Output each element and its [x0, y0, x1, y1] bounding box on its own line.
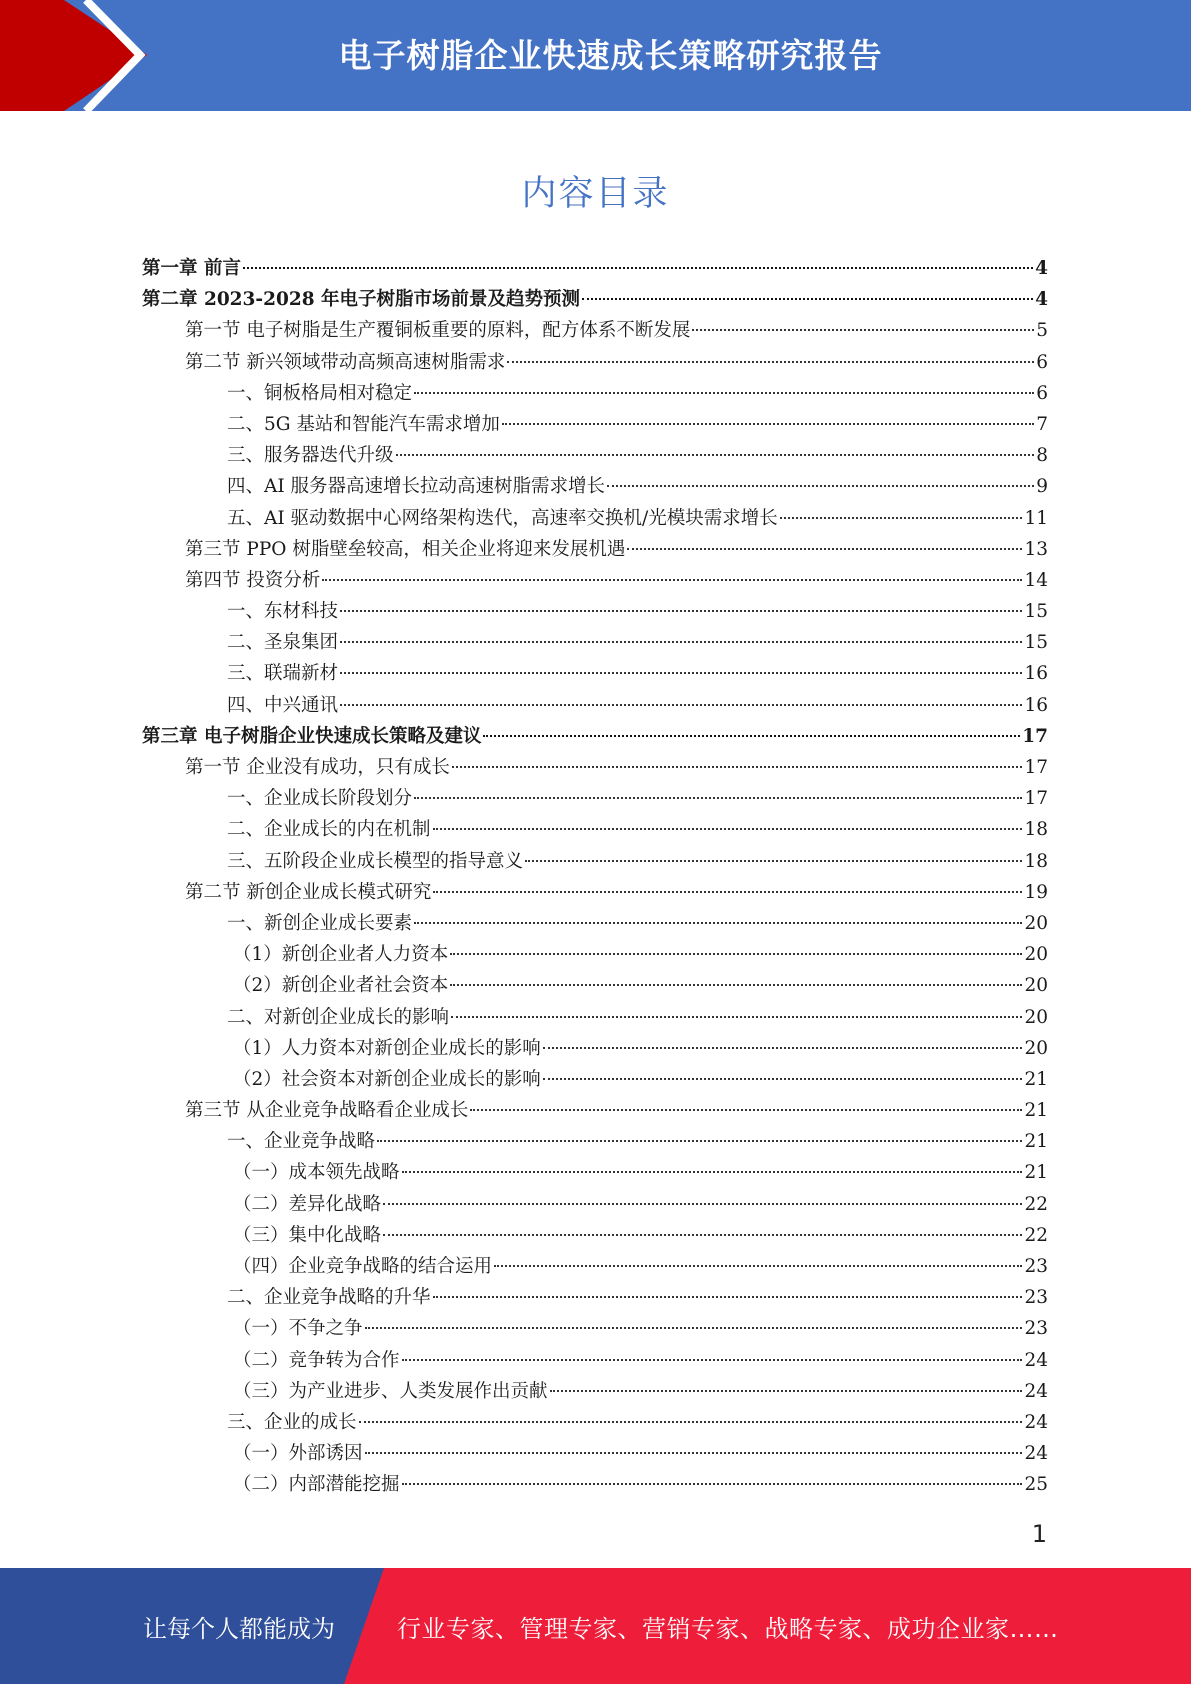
toc-entry-title: 四、AI 服务器高速增长拉动高速树脂需求增长 — [227, 476, 606, 498]
toc-entry[interactable] — [142, 1033, 1048, 1064]
toc-leader-dots — [692, 329, 1034, 331]
footer-slogan-right: 行业专家、管理专家、营销专家、战略专家、成功企业家…… — [397, 1615, 1059, 1643]
toc-leader-dots — [365, 1452, 1023, 1454]
toc-leader-dots — [365, 1327, 1023, 1329]
toc-entry-page: 6 — [1036, 351, 1048, 373]
toc-entry-title: 第二节 新兴领域带动高频高速树脂需求 — [185, 351, 506, 373]
toc-entry[interactable] — [142, 1438, 1048, 1469]
toc-entry-title: 第三节 从企业竞争战略看企业成长 — [185, 1100, 469, 1122]
toc-entry[interactable] — [142, 721, 1048, 752]
toc-entry-title: 二、企业竞争战略的升华 — [227, 1287, 431, 1309]
toc-entry-page: 21 — [1024, 1162, 1048, 1184]
toc-entry[interactable] — [142, 846, 1048, 877]
toc-leader-dots — [627, 548, 1022, 550]
header-banner — [0, 0, 1191, 111]
toc-entry-title: （三）集中化战略 — [233, 1224, 382, 1246]
toc-entry-title: （二）内部潜能挖掘 — [233, 1474, 400, 1496]
toc-entry-title: 第一章 前言 — [142, 258, 241, 279]
toc-leader-dots — [607, 485, 1034, 487]
toc-leader-dots — [383, 1203, 1022, 1205]
toc-entry[interactable] — [142, 690, 1048, 721]
toc-entry[interactable] — [142, 627, 1048, 658]
toc-leader-dots — [414, 797, 1022, 799]
toc-leader-dots — [483, 735, 1020, 737]
toc-entry-title: （1）人力资本对新创企业成长的影响 — [233, 1037, 541, 1059]
toc-entry-page: 18 — [1024, 819, 1048, 841]
toc-entry[interactable] — [142, 1095, 1048, 1126]
toc-entry-page: 8 — [1036, 445, 1048, 467]
toc-entry-page: 21 — [1024, 1068, 1048, 1090]
toc-leader-dots — [494, 1265, 1022, 1267]
toc-entry[interactable] — [142, 1376, 1048, 1407]
toc-entry-page: 4 — [1035, 289, 1048, 311]
toc-entry[interactable] — [142, 440, 1048, 471]
toc-entry-page: 20 — [1024, 912, 1048, 934]
toc-entry-title: （二）差异化战略 — [233, 1193, 382, 1215]
toc-entry-page: 19 — [1024, 881, 1048, 903]
toc-entry-title: 四、中兴通讯 — [227, 694, 339, 716]
toc-entry[interactable] — [142, 1157, 1048, 1188]
toc-entry-title: 第一节 电子树脂是生产覆铜板重要的原料，配方体系不断发展 — [185, 320, 691, 342]
toc-entry-title: 第二节 新创企业成长模式研究 — [185, 881, 432, 903]
toc-entry[interactable] — [142, 814, 1048, 845]
toc-entry-page: 15 — [1024, 632, 1048, 654]
toc-entry[interactable] — [142, 1189, 1048, 1220]
toc-entry-page: 15 — [1024, 601, 1048, 623]
toc-entry-page: 7 — [1036, 413, 1048, 435]
toc-entry[interactable] — [142, 1002, 1048, 1033]
toc-entry[interactable] — [142, 908, 1048, 939]
toc-entry-page: 20 — [1024, 1006, 1048, 1028]
toc-leader-dots — [450, 953, 1022, 955]
toc-entry[interactable] — [142, 1345, 1048, 1376]
footer-slogan-left: 让每个人都能成为 — [143, 1615, 335, 1643]
toc-entry-title: 一、新创企业成长要素 — [227, 912, 413, 934]
toc-leader-dots — [396, 454, 1035, 456]
toc-leader-dots — [433, 828, 1023, 830]
toc-leader-dots — [322, 579, 1022, 581]
toc-leader-dots — [340, 704, 1022, 706]
toc-leader-dots — [525, 860, 1022, 862]
toc-entry[interactable] — [142, 752, 1048, 783]
toc-entry-title: （2）新创企业者社会资本 — [233, 975, 449, 997]
toc-entry-page: 24 — [1024, 1380, 1048, 1402]
toc-leader-dots — [359, 1421, 1023, 1423]
toc-entry-page: 18 — [1024, 850, 1048, 872]
toc-entry-title: 三、服务器迭代升级 — [227, 445, 394, 467]
toc-entry-page: 23 — [1024, 1287, 1048, 1309]
toc-entry-title: 五、AI 驱动数据中心网络架构迭代，高速率交换机/光模块需求增长 — [227, 507, 778, 529]
toc-entry[interactable] — [142, 877, 1048, 908]
toc-entry-page: 17 — [1024, 757, 1048, 778]
toc-entry-page: 21 — [1024, 1100, 1048, 1122]
toc-leader-dots — [452, 766, 1023, 768]
toc-entry[interactable] — [142, 1251, 1048, 1282]
toc-entry[interactable] — [142, 970, 1048, 1001]
toc-entry-title: （一）不争之争 — [233, 1318, 363, 1340]
toc-entry[interactable] — [142, 253, 1048, 284]
toc-entry[interactable] — [142, 471, 1048, 502]
toc-entry-page: 25 — [1024, 1474, 1048, 1496]
toc-leader-dots — [470, 1109, 1022, 1111]
toc-leader-dots — [451, 1016, 1022, 1018]
toc-leader-dots — [402, 1359, 1023, 1361]
toc-entry[interactable] — [142, 1220, 1048, 1251]
toc-leader-dots — [414, 392, 1034, 394]
toc-entry-title: （三）为产业进步、人类发展作出贡献 — [233, 1380, 548, 1402]
toc-entry[interactable] — [142, 939, 1048, 970]
toc-entry-page: 13 — [1024, 538, 1048, 560]
toc-leader-dots — [433, 891, 1022, 893]
toc-entry-title: 二、企业成长的内在机制 — [227, 819, 431, 841]
toc-entry-title: 三、联瑞新材 — [227, 663, 339, 685]
toc-entry-title: （四）企业竞争战略的结合运用 — [233, 1256, 493, 1277]
toc-entry[interactable] — [142, 347, 1048, 378]
toc-entry-page: 17 — [1022, 725, 1048, 747]
toc-leader-dots — [543, 1047, 1023, 1049]
toc-leader-dots — [550, 1390, 1023, 1392]
toc-entry-page: 24 — [1024, 1411, 1048, 1433]
toc-leader-dots — [582, 298, 1033, 300]
toc-entry-page: 20 — [1024, 975, 1048, 997]
toc-entry-title: （一）成本领先战略 — [233, 1162, 400, 1184]
toc-entry[interactable] — [142, 1407, 1048, 1438]
toc-entry[interactable] — [142, 534, 1048, 565]
page-number: 1 — [1031, 1520, 1047, 1548]
toc-entry-title: 二、对新创企业成长的影响 — [227, 1006, 450, 1028]
toc-entry-page: 5 — [1036, 320, 1048, 342]
toc-leader-dots — [377, 1140, 1022, 1142]
toc-leader-dots — [780, 517, 1023, 519]
table-of-contents — [142, 253, 1048, 1501]
toc-leader-dots — [340, 610, 1022, 612]
toc-entry[interactable] — [142, 409, 1048, 440]
toc-entry-title: 第二章 2023-2028 年电子树脂市场前景及趋势预测 — [142, 289, 581, 311]
toc-entry-title: （一）外部诱因 — [233, 1443, 363, 1465]
toc-entry[interactable] — [142, 565, 1048, 596]
toc-entry-title: （二）竞争转为合作 — [233, 1349, 400, 1371]
toc-leader-dots — [543, 1078, 1023, 1080]
toc-entry-page: 4 — [1035, 258, 1048, 279]
toc-entry-title: （1）新创企业者人力资本 — [233, 944, 449, 966]
toc-leader-dots — [502, 423, 1034, 425]
toc-entry[interactable] — [142, 783, 1048, 814]
toc-leader-dots — [243, 267, 1033, 269]
toc-entry-title: （2）社会资本对新创企业成长的影响 — [233, 1068, 541, 1090]
toc-entry-page: 14 — [1024, 569, 1048, 591]
toc-entry[interactable] — [142, 315, 1048, 346]
toc-entry[interactable] — [142, 1313, 1048, 1344]
footer-banner — [0, 1568, 1191, 1684]
toc-entry[interactable] — [142, 1469, 1048, 1500]
toc-leader-dots — [507, 361, 1034, 363]
toc-entry-page: 24 — [1024, 1443, 1048, 1465]
toc-leader-dots — [402, 1171, 1023, 1173]
toc-entry-title: 二、5G 基站和智能汽车需求增加 — [227, 413, 500, 435]
toc-entry-page: 24 — [1024, 1349, 1048, 1371]
toc-entry-title: 第三章 电子树脂企业快速成长策略及建议 — [142, 725, 482, 747]
toc-leader-dots — [383, 1234, 1022, 1236]
toc-entry-page: 21 — [1024, 1131, 1048, 1153]
toc-entry[interactable] — [142, 503, 1048, 534]
toc-entry-title: 一、铜板格局相对稳定 — [227, 382, 413, 404]
toc-leader-dots — [340, 641, 1022, 643]
toc-entry-page: 16 — [1024, 663, 1048, 685]
toc-entry-page: 11 — [1024, 507, 1048, 529]
toc-entry-title: 第四节 投资分析 — [185, 569, 321, 591]
toc-leader-dots — [414, 922, 1022, 924]
toc-entry-title: 三、五阶段企业成长模型的指导意义 — [227, 850, 524, 872]
toc-heading: 内容目录 — [521, 174, 670, 214]
toc-entry-title: 一、企业竞争战略 — [227, 1131, 376, 1153]
toc-entry[interactable] — [142, 1064, 1048, 1095]
toc-leader-dots — [433, 1296, 1023, 1298]
toc-entry-title: 一、企业成长阶段划分 — [227, 788, 413, 810]
toc-entry-page: 17 — [1024, 788, 1048, 810]
toc-leader-dots — [450, 984, 1022, 986]
toc-entry-page: 23 — [1024, 1256, 1048, 1277]
toc-entry-title: 三、企业的成长 — [227, 1411, 357, 1433]
toc-entry-page: 9 — [1036, 476, 1048, 498]
toc-entry[interactable] — [142, 378, 1048, 409]
toc-entry[interactable] — [142, 1282, 1048, 1313]
toc-entry-title: 二、圣泉集团 — [227, 632, 339, 654]
toc-entry-page: 22 — [1024, 1224, 1048, 1246]
toc-entry[interactable] — [142, 1126, 1048, 1157]
toc-leader-dots — [402, 1483, 1023, 1485]
toc-entry[interactable] — [142, 658, 1048, 689]
toc-leader-dots — [340, 672, 1022, 674]
toc-entry-page: 23 — [1024, 1318, 1048, 1340]
toc-entry-page: 16 — [1024, 694, 1048, 716]
toc-entry-page: 6 — [1036, 382, 1048, 404]
toc-entry-page: 20 — [1024, 1037, 1048, 1059]
report-title: 电子树脂企业快速成长策略研究报告 — [338, 36, 883, 75]
toc-entry[interactable] — [142, 284, 1048, 315]
toc-entry-page: 20 — [1024, 944, 1048, 966]
toc-entry-title: 第三节 PPO 树脂壁垒较高，相关企业将迎来发展机遇 — [185, 538, 626, 560]
toc-entry-page: 22 — [1024, 1193, 1048, 1215]
toc-entry-title: 一、东材科技 — [227, 601, 339, 623]
toc-entry-title: 第一节 企业没有成功，只有成长 — [185, 757, 450, 778]
toc-entry[interactable] — [142, 596, 1048, 627]
